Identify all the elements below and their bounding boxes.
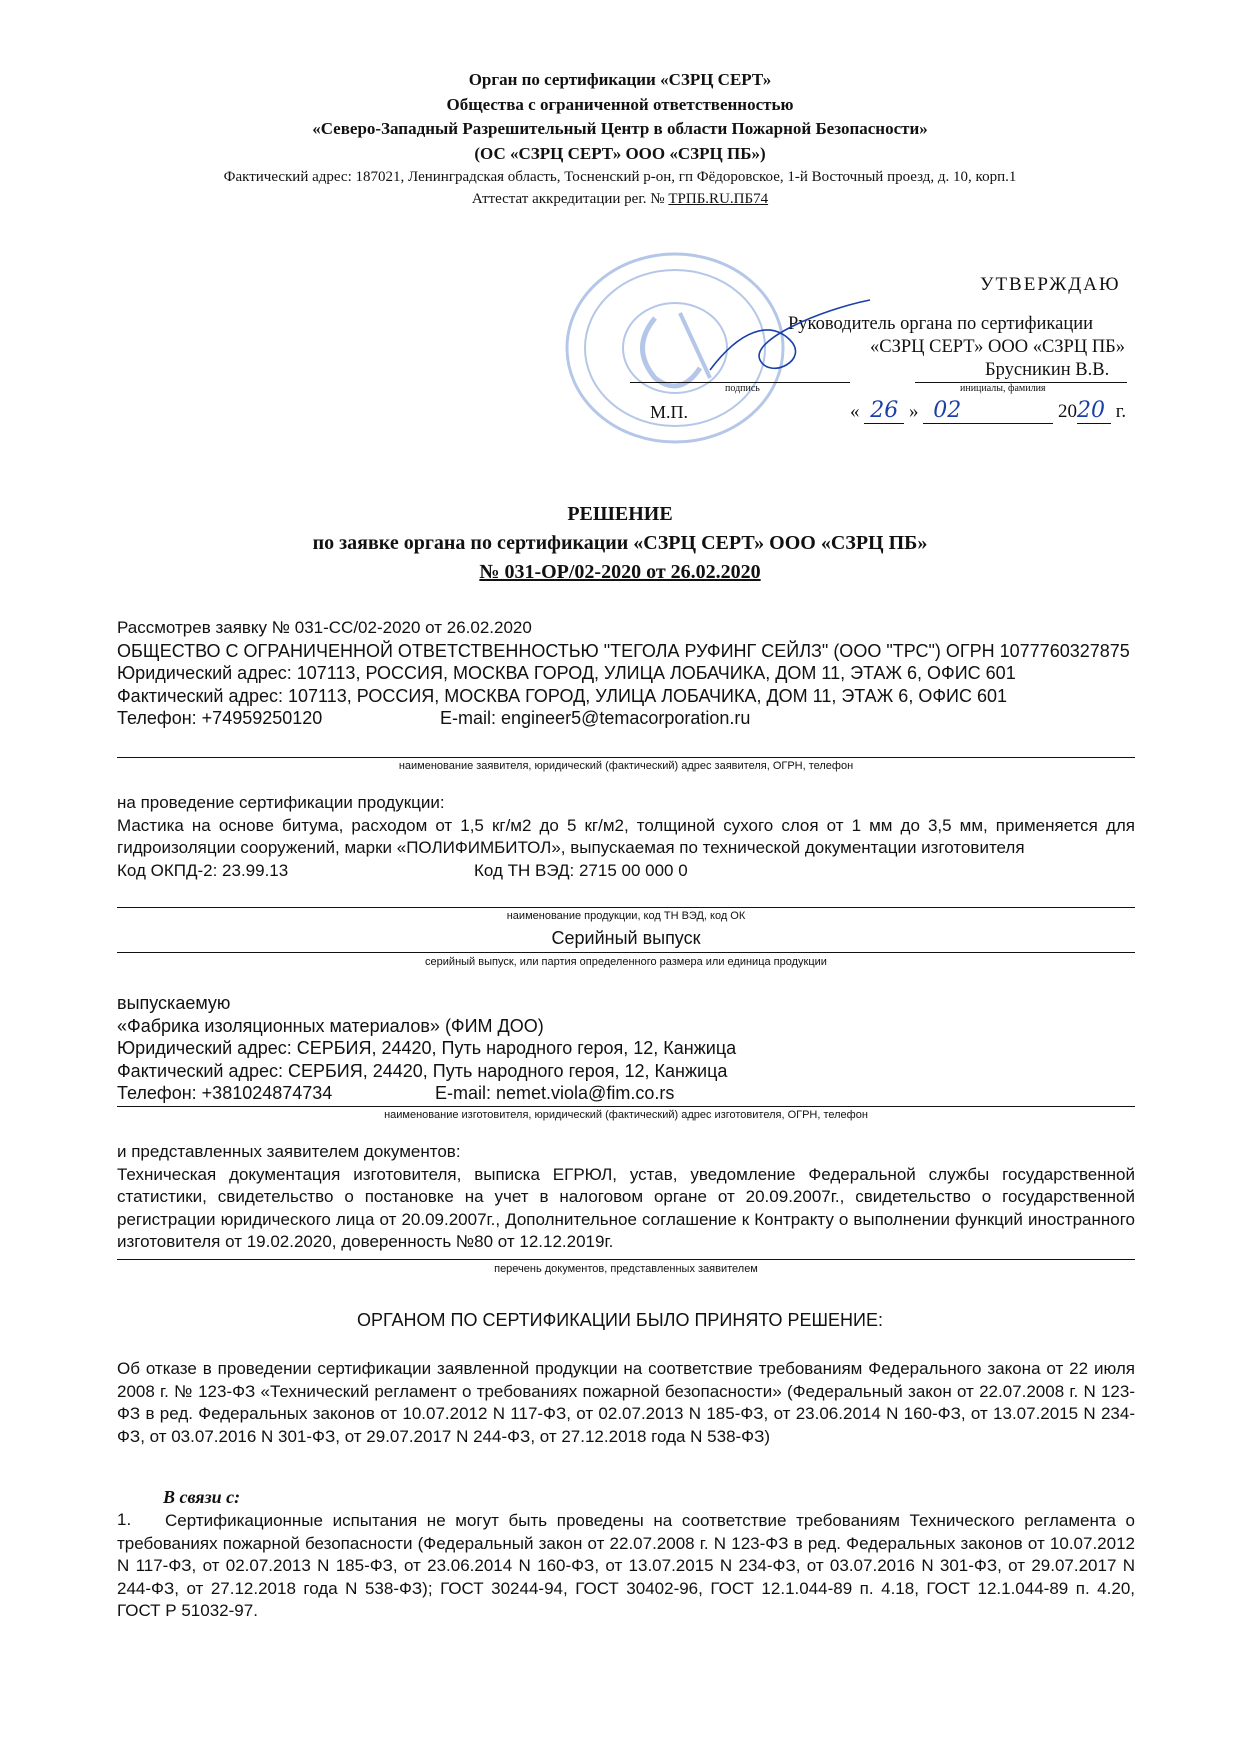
header-line-4: (ОС «СЗРЦ СЕРТ» ООО «СЗРЦ ПБ»)	[474, 143, 766, 163]
date-month: 02	[923, 398, 1053, 424]
manufacturer-legal-address: Юридический адрес: СЕРБИЯ, 24420, Путь народного героя, 12, Канжица	[117, 1038, 737, 1058]
header-line-3: «Северо-Западный Разрешительный Центр в области Пожарной Безопасности»	[312, 119, 928, 138]
manufacturer-block	[117, 992, 1135, 1105]
reason-item-body: Сертификационные испытания не могут быть проведены на соответствие требованиям Технического регламента о требованиях пожарной безопасности (Федеральный закон от 22.07.2008 г. N 123-ФЗ в ред. Федеральных законов от 10.07.2012 N 117-ФЗ, от 02.07.2013 N 185-ФЗ, от 23.06.2014 N 160-ФЗ, от 13.07.2015 N 234-ФЗ, от 03.07.2016 N 301-ФЗ, от 29.07.2017 N 244-ФЗ, от 27.12.2018 года N 538-ФЗ); ГОСТ 30244-94, ГОСТ 30402-96, ГОСТ 12.1.044-89 п. 4.18, ГОСТ 12.1.044-89 п. 4.20, ГОСТ Р 51032-97.	[117, 1511, 1135, 1620]
manufacturer-contacts	[117, 1082, 1135, 1105]
product-codes	[117, 860, 1135, 883]
accreditation-number: ТРПБ.RU.ПБ74	[668, 191, 769, 207]
product-okpd: Код ОКПД-2: 23.99.13	[117, 860, 289, 880]
applicant-intro: Рассмотрев заявку № 031-СС/02-2020 от 26.02.2020	[117, 618, 532, 637]
header-accreditation	[0, 188, 1240, 210]
manufacturer-caption: наименование изготовителя, юридический (фактический) адрес изготовителя, ОГРН, телефон	[384, 1109, 868, 1121]
mp-label: М.П.	[650, 402, 689, 422]
date-day: 26	[864, 398, 904, 424]
documents-block	[117, 1141, 1135, 1254]
document-header	[0, 68, 1240, 210]
title-line-1: РЕШЕНИЕ	[567, 503, 673, 525]
release-type: Серийный выпуск	[551, 928, 701, 948]
date-year: 20	[1077, 398, 1111, 424]
manufacturer-email: E-mail: nemet.viola@fim.co.rs	[435, 1083, 675, 1103]
date-quote-open: «	[850, 401, 860, 422]
accreditation-prefix: Аттестат аккредитации рег. №	[471, 191, 665, 207]
applicant-actual-address: Фактический адрес: 107113, РОССИЯ, МОСКВА ГОРОД, УЛИЦА ЛОБАЧИКА, ДОМ 11, ЭТАЖ 6, ОФИС 601	[117, 685, 1007, 706]
manufacturer-rule	[117, 1106, 1135, 1107]
product-description: Мастика на основе битума, расходом от 1,5 кг/м2 до 5 кг/м2, толщиной сухого слоя от 1 мм до 3,5 мм, применяется для гидроизоляции сооружений, марки «ПОЛИФИМБИТОЛ», выпускаемая по технической документации изготовителя	[117, 815, 1135, 857]
applicant-name: ОБЩЕСТВО С ОГРАНИЧЕННОЙ ОТВЕТСТВЕННОСТЬЮ "ТЕГОЛА РУФИНГ СЕЙЛЗ" (ООО "ТРС") ОГРН 1077760327875	[117, 640, 1130, 661]
applicant-rule	[117, 757, 1135, 758]
title-line-2: по заявке органа по сертификации «СЗРЦ СЕРТ» ООО «СЗРЦ ПБ»	[312, 532, 928, 554]
approval-line-1: Руководитель органа по сертификации	[788, 314, 1094, 334]
applicant-phone: Телефон: +74959250120	[117, 708, 323, 728]
reason-heading: В связи с:	[163, 1487, 241, 1507]
decision-heading: ОРГАНОМ ПО СЕРТИФИКАЦИИ БЫЛО ПРИНЯТО РЕШЕНИЕ:	[356, 1310, 884, 1330]
name-caption: инициалы, фамилия	[960, 383, 1046, 394]
title-line-3: № 031-ОР/02-2020 от 26.02.2020	[479, 561, 761, 583]
applicant-block	[117, 617, 1135, 730]
decision-text: Об отказе в проведении сертификации заявленной продукции на соответствие требованиям Федерального закона от 22 июля 2008 г. № 123-ФЗ «Технический регламент о требованиях пожарной безопасности» (Федеральный закон от 22.07.2008 г. N 123-ФЗ в ред. Федеральных законов от 10.07.2012 N 117-ФЗ, от 02.07.2013 N 185-ФЗ, от 23.06.2014 N 160-ФЗ, от 13.07.2015 N 234-ФЗ, от 03.07.2016 N 301-ФЗ, от 29.07.2017 N 244-ФЗ, от 27.12.2018 года N 538-ФЗ)	[117, 1359, 1135, 1446]
manufacturer-intro: выпускаемую	[117, 993, 231, 1013]
release-caption: серийный выпуск, или партия определенного размера или единица продукции	[425, 956, 827, 968]
manufacturer-phone: Телефон: +381024874734	[117, 1083, 333, 1103]
applicant-contacts	[117, 707, 1135, 730]
signature-caption: подпись	[725, 383, 760, 394]
documents-caption: перечень документов, представленных заявителем	[494, 1263, 758, 1275]
date-suffix: г.	[1115, 401, 1127, 422]
approval-line-2: «СЗРЦ СЕРТ» ООО «СЗРЦ ПБ»	[870, 337, 1126, 357]
reason-item-text	[117, 1510, 1135, 1623]
applicant-caption: наименование заявителя, юридический (фактический) адрес заявителя, ОГРН, телефон	[398, 760, 854, 772]
documents-rule	[117, 1259, 1135, 1260]
product-block	[117, 792, 1135, 882]
product-rule	[117, 907, 1135, 908]
manufacturer-actual-address: Фактический адрес: СЕРБИЯ, 24420, Путь народного героя, 12, Канжица	[117, 1060, 728, 1081]
applicant-legal-address: Юридический адрес: 107113, РОССИЯ, МОСКВА ГОРОД, УЛИЦА ЛОБАЧИКА, ДОМ 11, ЭТАЖ 6, ОФИС 601	[117, 663, 1016, 683]
approver-name: Брусникин В.В.	[985, 360, 1110, 380]
applicant-email: E-mail: engineer5@temacorporation.ru	[440, 708, 751, 728]
approval-title: УТВЕРЖДАЮ	[980, 274, 1121, 295]
release-rule	[117, 952, 1135, 953]
product-intro: на проведение сертификации продукции:	[117, 793, 445, 812]
approval-date	[850, 398, 1135, 424]
header-address: Фактический адрес: 187021, Ленинградская область, Тосненский р-он, гп Фёдоровское, 1-й Восточный проезд, д. 10, корп.1	[223, 169, 1017, 185]
header-line-2: Общества с ограниченной ответственностью	[446, 94, 794, 114]
documents-text: Техническая документация изготовителя, выписка ЕГРЮЛ, устав, уведомление Федеральной службы государственной статистики, свидетельство о постановке на учет в налоговом органе от 20.09.2007г., свидетельство о государственной регистрации юридического лица от 20.09.2007г., Дополнительное соглашение к Контракту о выполнении функций иностранного изготовителя от 19.02.2020, доверенность №80 от 12.12.2019г.	[117, 1164, 1135, 1251]
product-tnved: Код ТН ВЭД: 2715 00 000 0	[474, 860, 688, 880]
product-caption: наименование продукции, код ТН ВЭД, код ОК	[506, 910, 746, 922]
documents-intro: и представленных заявителем документов:	[117, 1142, 461, 1161]
date-year-prefix: 20	[1058, 401, 1077, 422]
header-line-1: Орган по сертификации «СЗРЦ СЕРТ»	[468, 70, 772, 89]
date-quote-close: »	[909, 401, 919, 422]
reason-item-number: 1.	[117, 1510, 132, 1529]
handwritten-signature	[700, 290, 880, 390]
decision-title	[0, 500, 1240, 587]
manufacturer-name: «Фабрика изоляционных материалов» (ФИМ ДОО)	[117, 1015, 544, 1036]
